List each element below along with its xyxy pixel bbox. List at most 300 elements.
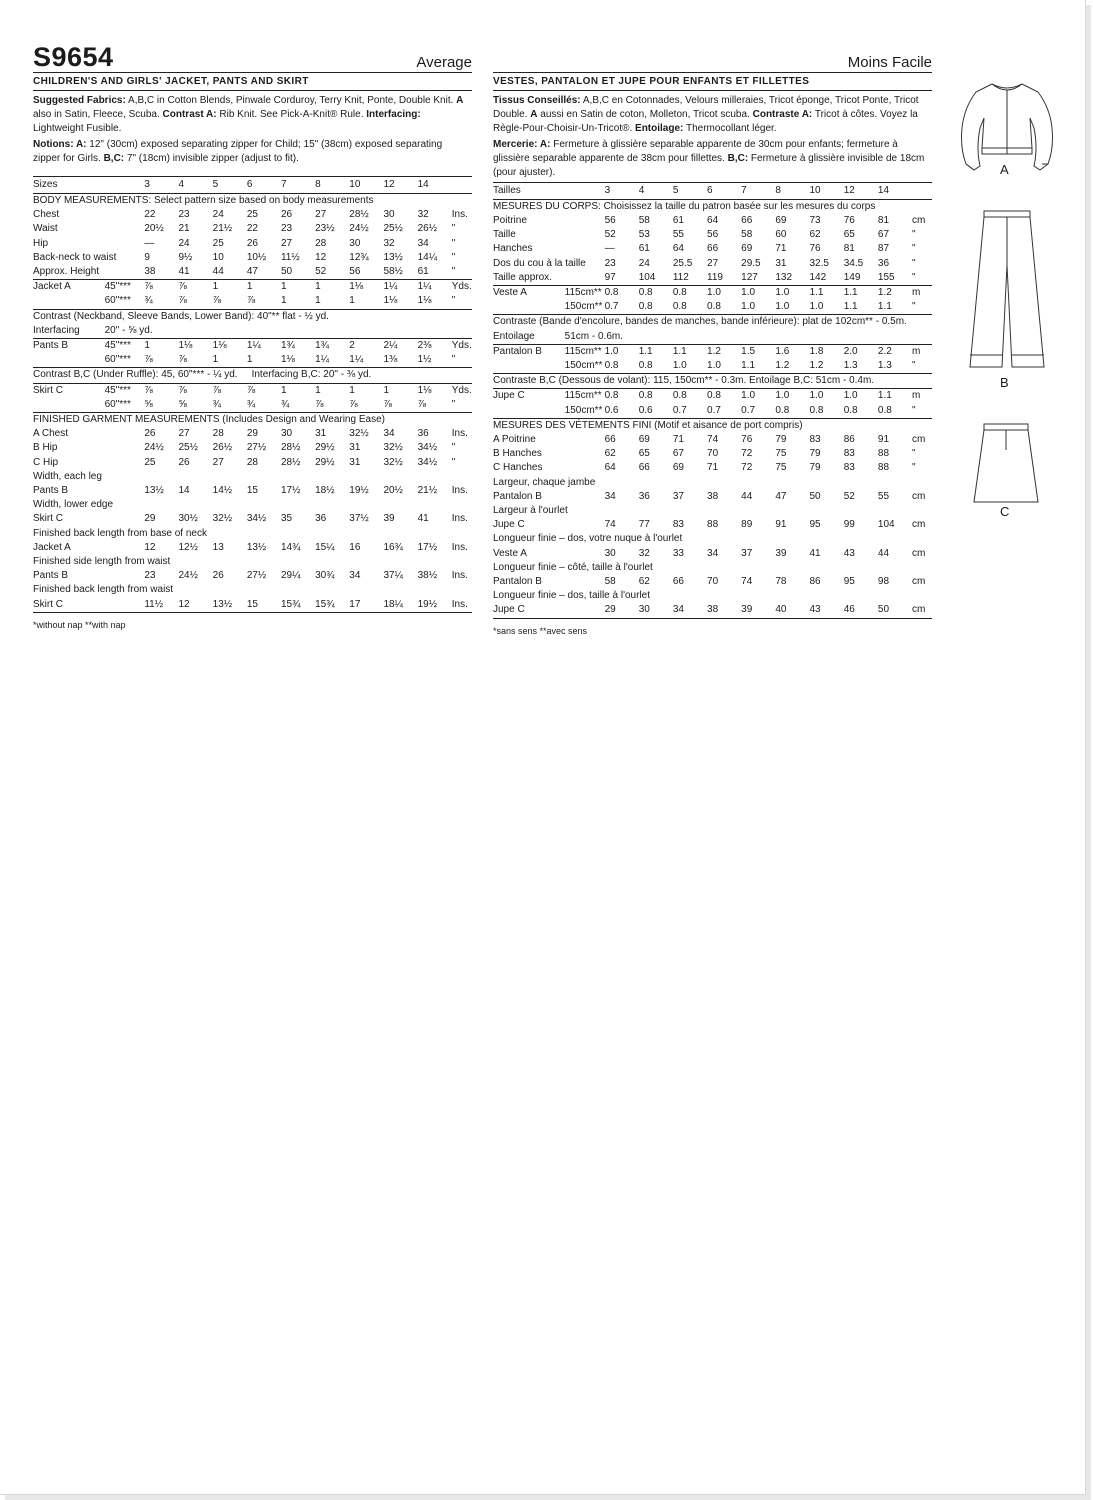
value-cell: 1.0: [672, 360, 687, 372]
row-label: Pantalon B: [493, 490, 542, 502]
value-cell: 25: [246, 209, 258, 221]
unit-cell: ": [912, 462, 916, 474]
row-label: Pantalon B: [493, 344, 565, 359]
value-cell: 23: [178, 209, 190, 221]
value-cell: 30: [280, 428, 293, 440]
value-cell: 1.0: [741, 286, 775, 301]
contrast-bc-text: Contraste B,C (Dessous de volant): 115, 150cm** - 0.3m. Entoilage B,C: 51cm - 0.4m.: [493, 375, 875, 387]
value-cell: 34: [672, 604, 684, 616]
value-cell: 22: [144, 209, 156, 221]
value-cell: 149: [843, 271, 861, 283]
unit-cell: [912, 183, 932, 200]
unit-cell: Ins.: [451, 513, 468, 525]
fabric-width: 60"***: [104, 354, 131, 366]
value-cell: 23: [604, 257, 616, 269]
value-cell: ⅞: [246, 295, 256, 307]
header-rule: [493, 72, 932, 73]
size-cell: 14: [877, 184, 890, 196]
interfacing-label: Interfacing: [33, 324, 80, 336]
contrast-line: Contraste (Bande d'encolure, bandes de manches, bande inférieure): plat de 102cm** - 0.5m.: [493, 315, 932, 330]
value-cell: 37¼: [383, 570, 403, 582]
finished-subheading-row: [33, 527, 472, 541]
sizes-label: Sizes: [33, 178, 58, 190]
value-cell: 24½: [144, 442, 164, 454]
value-cell: 66: [604, 434, 616, 446]
value-cell: 78: [775, 576, 787, 588]
value-cell: 24: [638, 257, 650, 269]
value-cell: ⅞: [315, 398, 324, 410]
spacer: [105, 177, 145, 194]
value-cell: 56: [604, 214, 616, 226]
value-cell: 1.3: [877, 360, 892, 372]
value-cell: 72: [741, 462, 753, 474]
size-cell: 8: [315, 178, 321, 190]
value-cell: 13½: [246, 541, 267, 553]
skirt-yardage-row: [493, 389, 932, 404]
finished-heading-row: [33, 413, 472, 428]
value-cell: 26: [246, 237, 258, 249]
row-label: Pants B: [33, 570, 69, 582]
value-cell: 17: [349, 598, 361, 610]
jacket-yardage-row: [493, 286, 932, 301]
unit-cell: ": [451, 223, 456, 235]
value-cell: 71: [672, 434, 684, 446]
english-measurement-table: [33, 177, 472, 614]
value-cell: 34.5: [843, 257, 864, 269]
value-cell: 74: [707, 434, 719, 446]
value-cell: 1⅜: [383, 354, 398, 366]
value-cell: 26½: [417, 223, 438, 235]
value-cell: 1.0: [605, 344, 639, 359]
value-cell: 12½: [178, 541, 198, 553]
unit-cell: ": [451, 266, 456, 277]
row-label: Pantalon B: [493, 576, 542, 588]
value-cell: 1¼: [247, 339, 281, 354]
value-cell: 67: [672, 448, 684, 460]
value-cell: 53: [638, 229, 650, 241]
interfacing-value: 51cm - 0.6m.: [564, 330, 623, 342]
value-cell: 66: [707, 243, 719, 255]
unit-cell: Ins.: [451, 598, 468, 610]
value-cell: 1: [280, 295, 287, 307]
value-cell: 34: [349, 570, 361, 582]
value-cell: 36: [877, 257, 890, 269]
fabric-width: 115cm**: [565, 344, 605, 359]
finished-subheading: Width, lower edge: [33, 499, 114, 511]
view-c-label: C: [1000, 504, 1010, 519]
size-cell: 7: [741, 184, 747, 196]
row-label: Chest: [33, 209, 60, 221]
pattern-code: S9654: [33, 42, 114, 72]
value-cell: 95: [843, 576, 855, 588]
body-row: [493, 214, 932, 228]
value-cell: 29: [246, 428, 258, 440]
value-cell: 1⅛: [280, 354, 295, 366]
value-cell: 75: [775, 462, 787, 474]
value-cell: ¾: [246, 398, 256, 410]
value-cell: 24½: [178, 570, 198, 582]
value-cell: 1.0: [707, 286, 741, 301]
value-cell: 43: [843, 547, 855, 559]
value-cell: 41: [178, 266, 190, 277]
value-cell: 2.0: [844, 344, 878, 359]
value-cell: 34: [707, 547, 719, 559]
value-cell: 23½: [315, 223, 335, 235]
value-cell: 50: [877, 604, 890, 616]
sizes-label: Tailles: [493, 184, 521, 196]
value-cell: 0.7: [604, 301, 619, 313]
unit-cell: Yds.: [452, 339, 472, 354]
body-row: [33, 237, 472, 251]
value-cell: 38: [144, 266, 156, 277]
size-cell: 12: [843, 184, 855, 196]
value-cell: 58: [638, 214, 650, 226]
row-label: [33, 353, 105, 368]
value-cell: 74: [741, 576, 753, 588]
value-cell: 1.1: [673, 344, 707, 359]
value-cell: 20½: [383, 485, 403, 497]
value-cell: 11½: [144, 598, 164, 610]
value-cell: 76: [741, 434, 753, 446]
body-row: [493, 242, 932, 256]
value-cell: 25½: [383, 223, 403, 235]
value-cell: ¾: [280, 398, 290, 410]
unit-cell: ": [912, 271, 916, 283]
value-cell: 24: [212, 209, 224, 221]
value-cell: 0.8: [775, 404, 790, 416]
value-cell: 83: [672, 519, 684, 531]
value-cell: 58½: [383, 266, 403, 277]
finished-heading: FINISHED GARMENT MEASUREMENTS (Includes Design and Wearing Ease): [33, 413, 472, 428]
value-cell: 50: [280, 266, 293, 277]
value-cell: 1⅛: [417, 295, 432, 307]
value-cell: 29½: [315, 456, 335, 468]
value-cell: 23: [280, 223, 293, 235]
view-a-label: A: [1000, 162, 1009, 177]
value-cell: 98: [877, 576, 890, 588]
value-cell: 44: [877, 547, 890, 559]
value-cell: 65: [638, 448, 650, 460]
value-cell: 142: [809, 271, 827, 283]
value-cell: 99: [843, 519, 855, 531]
skirt-yardage-row: [493, 404, 932, 419]
body-row: [493, 271, 932, 286]
size-cell: 4: [638, 184, 645, 196]
value-cell: 12: [178, 598, 190, 610]
value-cell: 1.5: [741, 344, 775, 359]
row-label: A Chest: [33, 428, 69, 440]
value-cell: 34: [383, 428, 395, 440]
value-cell: 32: [638, 547, 650, 559]
unit-cell: m: [912, 389, 932, 404]
value-cell: 104: [638, 271, 656, 283]
size-cell: 10: [349, 178, 361, 190]
value-cell: ⅞: [417, 398, 426, 410]
pants-yardage-row: [33, 353, 472, 368]
value-cell: ⅞: [144, 354, 153, 366]
unit-cell: cm: [912, 434, 926, 446]
row-label: Hip: [33, 237, 49, 249]
value-cell: 0.8: [604, 360, 619, 372]
value-cell: 1.1: [810, 286, 844, 301]
value-cell: —: [604, 243, 615, 255]
row-label: Skirt C: [33, 513, 63, 525]
row-label: C Hanches: [493, 462, 543, 474]
value-cell: 13½: [144, 485, 164, 497]
interfacing-label: Entoilage: [493, 330, 535, 342]
value-cell: 87: [877, 243, 890, 255]
value-cell: 88: [877, 448, 890, 460]
finished-subheading: Finished back length from base of neck: [33, 527, 207, 539]
value-cell: 1.0: [775, 286, 809, 301]
value-cell: 15¾: [280, 598, 301, 610]
value-cell: ⅞: [212, 295, 221, 307]
suggested-fabrics-fr: Tissus Conseillés: A,B,C en Cotonnades, Velours milleraies, Tricot éponge, Tricot Ponte, Tricot Double. A aussi en Satin de coton, Molleton, Tricot scuba. Contraste A: Tricot à côtes. Voyez la Règle-Pour-Choisir-Un-Tricot®. Entoilage: Thermocollant léger.: [493, 95, 919, 134]
value-cell: 16: [349, 541, 361, 553]
value-cell: 76: [843, 214, 855, 226]
value-cell: 1.2: [775, 360, 790, 372]
value-cell: 0.8: [673, 389, 707, 404]
value-cell: 1: [383, 383, 417, 398]
value-cell: 1¼: [418, 280, 452, 295]
fabric-width: 115cm**: [565, 389, 605, 404]
value-cell: 29: [144, 513, 156, 525]
value-cell: 58: [604, 576, 616, 588]
value-cell: 27: [315, 209, 327, 221]
value-cell: 34: [417, 237, 429, 249]
value-cell: 71: [775, 243, 787, 255]
value-cell: 0.8: [605, 389, 639, 404]
row-label: [33, 398, 105, 413]
value-cell: 44: [741, 490, 753, 502]
value-cell: 30½: [178, 513, 198, 525]
row-label: Taille approx.: [493, 271, 552, 283]
finished-subheading-row: [493, 532, 932, 546]
finished-subheading: Longueur finie – dos, votre nuque à l'ourlet: [493, 533, 683, 545]
value-cell: 0.6: [604, 404, 619, 416]
row-label: Approx. Height: [33, 266, 100, 277]
value-cell: 1.0: [775, 301, 790, 313]
english-column: [33, 0, 472, 630]
value-cell: 69: [638, 434, 650, 446]
finished-subheading: Finished back length from waist: [33, 584, 174, 596]
value-cell: 1: [281, 383, 315, 398]
body-row: [33, 251, 472, 265]
value-cell: 112: [672, 271, 689, 283]
value-cell: 81: [877, 214, 890, 226]
value-cell: 91: [775, 519, 787, 531]
value-cell: 32½: [349, 428, 369, 440]
finished-subheading-row: [33, 555, 472, 569]
value-cell: 13½: [383, 251, 403, 263]
value-cell: 1: [246, 354, 253, 366]
value-cell: 1⅛: [349, 280, 383, 295]
unit-cell: ": [912, 404, 916, 416]
row-label: Jacket A: [33, 280, 105, 295]
value-cell: 79: [809, 462, 821, 474]
unit-cell: Yds.: [452, 383, 472, 398]
value-cell: 34½: [417, 442, 438, 454]
finished-subheading-row: [493, 504, 932, 518]
value-cell: 29.5: [741, 257, 761, 269]
finished-row: [493, 433, 932, 447]
value-cell: 0.8: [809, 404, 824, 416]
value-cell: 10: [212, 251, 224, 263]
fabric-width: 115cm**: [565, 286, 605, 301]
size-cell: 8: [775, 184, 781, 196]
unit-cell: ": [912, 301, 916, 313]
pants-yardage-row: [493, 359, 932, 374]
value-cell: 9: [144, 251, 150, 263]
body-row: [33, 222, 472, 236]
interfacing-row: [493, 330, 932, 345]
body-row: [33, 265, 472, 280]
value-cell: 1.2: [809, 360, 824, 372]
value-cell: —: [144, 237, 155, 249]
value-cell: 14¼: [417, 251, 438, 263]
unit-cell: ": [912, 448, 916, 460]
value-cell: 27: [707, 257, 719, 269]
value-cell: 20½: [144, 223, 164, 235]
pants-yardage-row: [33, 339, 472, 354]
value-cell: 38½: [417, 570, 438, 582]
value-cell: 27½: [246, 570, 267, 582]
fabric-width: 45"***: [105, 383, 145, 398]
value-cell: 0.8: [877, 404, 892, 416]
value-cell: 0.8: [843, 404, 858, 416]
value-cell: 1.0: [707, 360, 721, 372]
value-cell: 0.8: [672, 301, 687, 313]
value-cell: 15: [246, 598, 258, 610]
value-cell: 64: [672, 243, 684, 255]
value-cell: 39: [775, 547, 787, 559]
value-cell: 58: [741, 229, 753, 241]
value-cell: ⅞: [178, 354, 187, 366]
body-heading-row: [493, 199, 932, 214]
value-cell: 36: [638, 490, 650, 502]
row-label: B Hip: [33, 442, 58, 454]
finished-row: [493, 518, 932, 532]
value-cell: 41: [417, 513, 429, 525]
value-cell: ⅝: [144, 398, 153, 410]
interfacing-bc-text: Interfacing B,C: 20" - ⅜ yd.: [251, 369, 372, 381]
unit-cell: ": [912, 229, 916, 241]
value-cell: 46: [843, 604, 855, 616]
value-cell: 66: [638, 462, 650, 474]
value-cell: 62: [604, 448, 616, 460]
value-cell: 88: [877, 462, 890, 474]
value-cell: 1⅛: [179, 339, 213, 354]
row-label: Waist: [33, 223, 58, 235]
fabric-width: 150cm**: [564, 360, 603, 372]
value-cell: 41: [809, 547, 821, 559]
value-cell: 26: [144, 428, 156, 440]
value-cell: 75: [775, 448, 787, 460]
finished-heading: MESURES DES VÉTEMENTS FINI (Motif et aisance de port compris): [493, 418, 932, 433]
value-cell: 28½: [349, 209, 369, 221]
finished-row: [493, 447, 932, 461]
body-heading: MESURES DU CORPS: Choisissez la taille du patron basée sur les mesures du corps: [493, 199, 932, 214]
value-cell: 1: [144, 339, 178, 354]
value-cell: 0.7: [707, 404, 721, 416]
value-cell: 0.6: [638, 404, 653, 416]
value-cell: 43: [809, 604, 821, 616]
value-cell: 27: [280, 237, 293, 249]
value-cell: 1: [349, 383, 383, 398]
row-label: Dos du cou à la taille: [493, 257, 586, 269]
footnote-fr: *sans sens **avec sens: [493, 625, 588, 636]
value-cell: 31: [349, 442, 361, 454]
value-cell: 1.6: [775, 344, 809, 359]
value-cell: 83: [809, 434, 821, 446]
value-cell: 25: [144, 456, 156, 468]
value-cell: 30: [383, 209, 395, 221]
value-cell: 32½: [212, 513, 233, 525]
finished-subheading: Longueur finie – côté, taille à l'ourlet: [493, 561, 653, 573]
value-cell: 66: [672, 576, 684, 588]
value-cell: 0.8: [707, 389, 741, 404]
value-cell: 61: [638, 243, 650, 255]
value-cell: 1.8: [810, 344, 844, 359]
value-cell: 14¾: [280, 541, 301, 553]
value-cell: 1.0: [810, 389, 844, 404]
finished-subheading-row: [493, 561, 932, 575]
unit-cell: cm: [912, 604, 926, 616]
unit-cell: Yds.: [452, 280, 472, 295]
unit-cell: Ins.: [451, 541, 468, 553]
value-cell: 104: [877, 519, 895, 531]
size-cell: 6: [707, 184, 713, 196]
contrast-row: [33, 309, 472, 324]
difficulty-level-fr: Moins Facile: [847, 54, 932, 71]
value-cell: 39: [383, 513, 395, 525]
value-cell: 1¼: [349, 354, 364, 366]
value-cell: 1: [213, 280, 247, 295]
value-cell: 95: [809, 519, 821, 531]
finished-heading-row: [493, 418, 932, 433]
value-cell: 2.2: [878, 344, 912, 359]
unit-cell: cm: [912, 519, 926, 531]
value-cell: 1: [315, 383, 349, 398]
value-cell: 64: [604, 462, 616, 474]
value-cell: ⅞: [179, 280, 213, 295]
unit-cell: [452, 177, 472, 194]
row-label: [33, 294, 105, 309]
pattern-title: CHILDREN'S AND GIRLS' JACKET, PANTS AND SKIRT: [33, 76, 309, 87]
value-cell: 26: [212, 570, 224, 582]
value-cell: 1.2: [878, 286, 912, 301]
jacket-yardage-row: [33, 294, 472, 309]
size-cell: 3: [604, 184, 611, 196]
row-label: C Hip: [33, 456, 59, 468]
value-cell: 65: [843, 229, 855, 241]
value-cell: 32.5: [809, 257, 829, 269]
value-cell: 1.2: [707, 344, 741, 359]
value-cell: 34½: [246, 513, 267, 525]
finished-subheading-row: [493, 476, 932, 490]
value-cell: 30: [604, 547, 616, 559]
table-end-rule: [493, 618, 932, 620]
value-cell: 32½: [383, 456, 403, 468]
value-cell: 30¾: [315, 570, 335, 582]
value-cell: 47: [246, 266, 258, 277]
rule-cell: [493, 618, 932, 620]
value-cell: ⅝: [178, 398, 187, 410]
finished-subheading-row: [33, 583, 472, 597]
value-cell: 72: [741, 448, 753, 460]
value-cell: 25.5: [672, 257, 693, 269]
interfacing-row: [33, 324, 472, 339]
